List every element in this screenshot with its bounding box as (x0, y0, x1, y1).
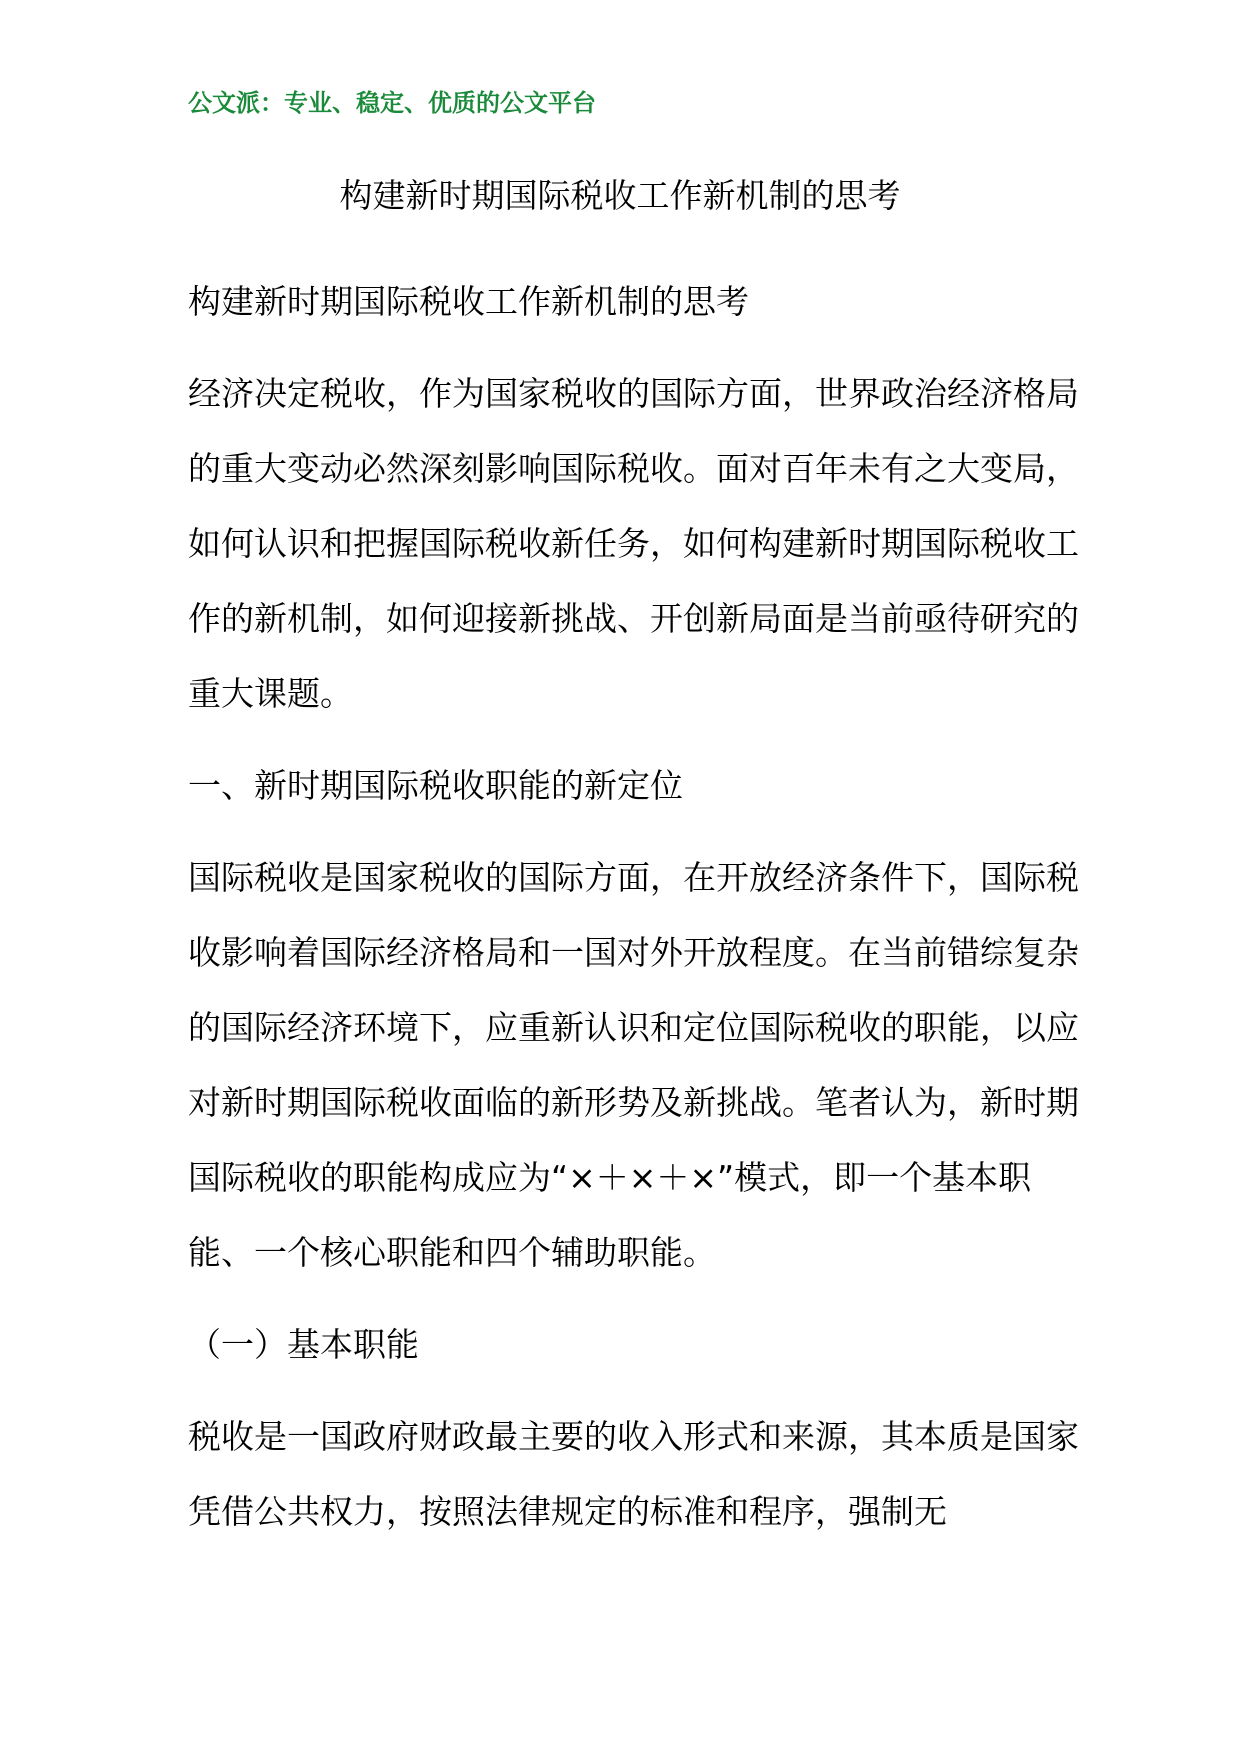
document-body (188, 264, 1088, 1566)
body-paragraph: 国际税收是国家税收的国际方面，在开放经济条件下，国际税收影响着国际经济格局和一国对外开放程度。在当前错综复杂的国际经济环境下，应重新认识和定位国际税收的职能，以应对新时期国际税收面临的新形势及新挑战。笔者认为，新时期国际税收的职能构成应为“×＋×＋×”模式，即一个基本职能、一个核心职能和四个辅助职能。 (188, 858, 1079, 1272)
document-title: 构建新时期国际税收工作新机制的思考 (339, 176, 901, 215)
body-paragraph: 税收是一国政府财政最主要的收入形式和来源，其本质是国家凭借公共权力，按照法律规定的标准和程序，强制无 (188, 1417, 1079, 1531)
subtitle-paragraph: 构建新时期国际税收工作新机制的思考 (188, 282, 749, 321)
intro-paragraph: 经济决定税收，作为国家税收的国际方面，世界政治经济格局的重大变动必然深刻影响国际税收。面对百年未有之大变局，如何认识和把握国际税收新任务，如何构建新时期国际税收工作的新机制，如何迎接新挑战、开创新局面是当前亟待研究的重大课题。 (188, 374, 1079, 713)
subsection-heading-1: （一）基本职能 (188, 1325, 419, 1364)
header-slogan: 公文派：专业、稳定、优质的公文平台 (188, 89, 596, 117)
section-heading-1: 一、新时期国际税收职能的新定位 (188, 766, 683, 805)
